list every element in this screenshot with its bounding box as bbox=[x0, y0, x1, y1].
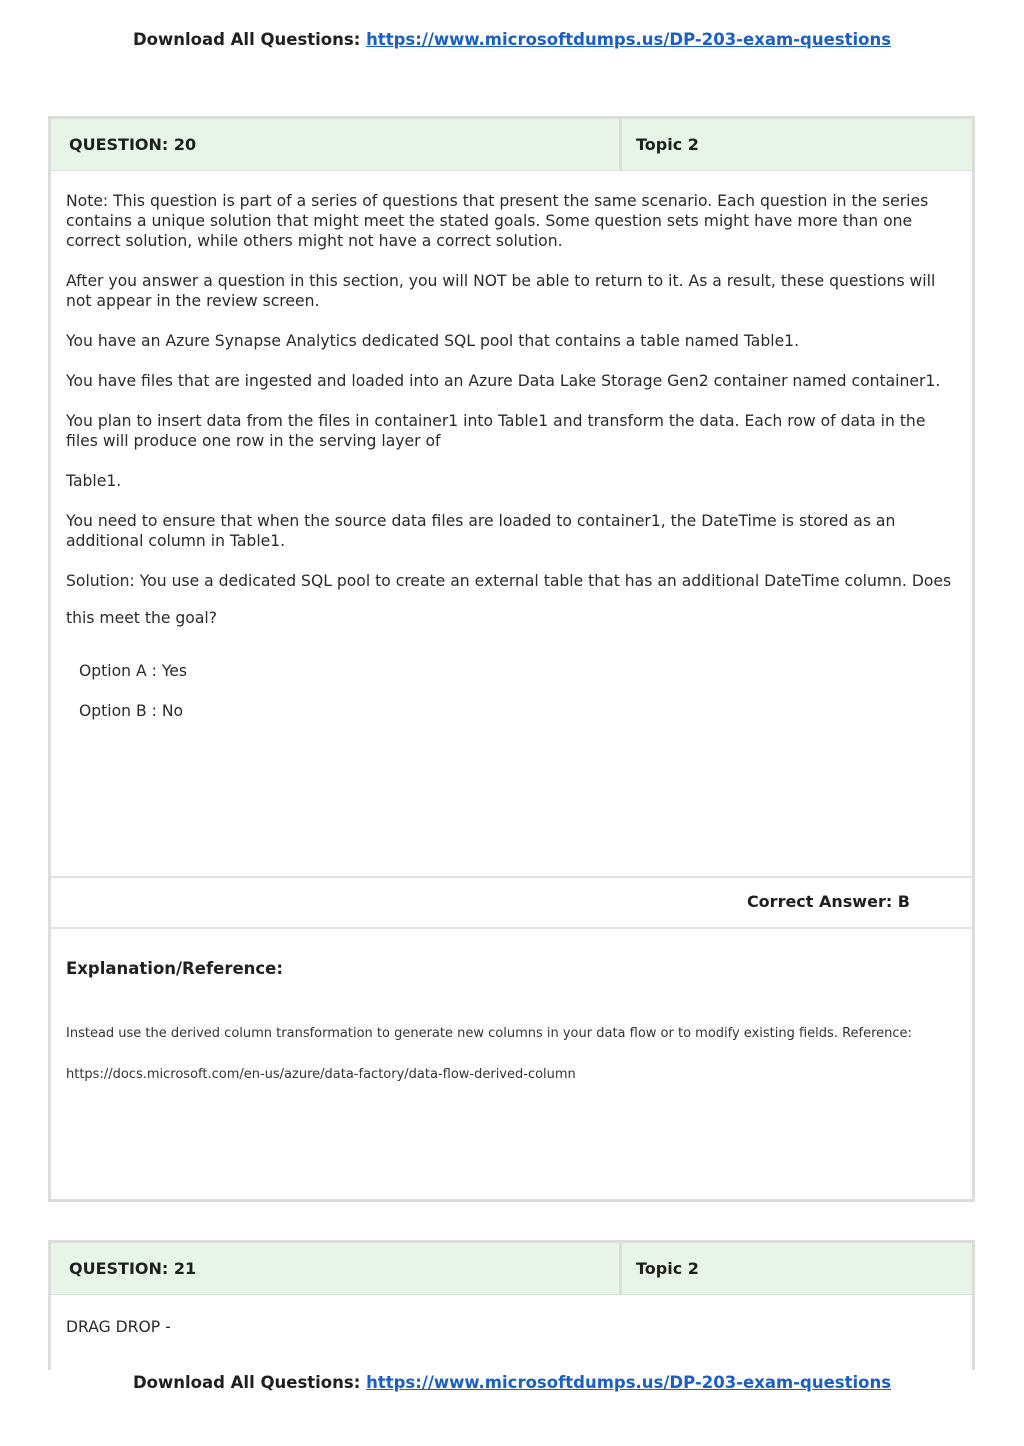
question-paragraph: You have an Azure Synapse Analytics dedicated SQL pool that contains a table named Table1. bbox=[66, 332, 800, 350]
question-paragraph: You have files that are ingested and loaded into an Azure Data Lake Storage Gen2 container named container1. bbox=[66, 372, 941, 390]
question-card-20 bbox=[48, 116, 975, 1202]
option-a[interactable]: Option A : Yes bbox=[79, 662, 188, 680]
question-paragraph: You need to ensure that when the source data files are loaded to container1, the DateTime is stored as an additional column in Table1. bbox=[66, 512, 896, 550]
question-paragraph: Solution: You use a dedicated SQL pool to create an external table that has an additional DateTime column. Does this meet the goal? bbox=[66, 572, 952, 627]
question-paragraph: DRAG DROP - bbox=[66, 1318, 171, 1336]
explanation-section bbox=[51, 929, 972, 1085]
question-header bbox=[51, 119, 972, 171]
download-label: Download All Questions: bbox=[132, 1373, 361, 1392]
question-paragraph: Table1. bbox=[66, 472, 122, 490]
question-number: QUESTION: 21 bbox=[51, 1243, 622, 1294]
question-card-21 bbox=[48, 1240, 975, 1370]
correct-answer: Correct Answer: B bbox=[51, 878, 972, 929]
question-number: QUESTION: 20 bbox=[51, 119, 622, 170]
question-header bbox=[51, 1243, 972, 1295]
question-paragraph: Note: This question is part of a series of questions that present the same scenario. Each question in the series contains a unique solution that might meet the stated goals. Some question sets might have more than one correct solution, while others might not have a correct solution. bbox=[66, 192, 929, 250]
question-paragraph: You plan to insert data from the files in container1 into Table1 and transform the data. Each row of data in the files will produce one row in the serving layer of bbox=[66, 412, 926, 450]
question-topic: Topic 2 bbox=[636, 1259, 699, 1278]
download-banner-top bbox=[0, 30, 1024, 49]
question-body bbox=[51, 1295, 972, 1337]
question-topic: Topic 2 bbox=[636, 135, 699, 154]
question-body bbox=[51, 171, 972, 878]
reference-url: https://docs.microsoft.com/en-us/azure/data-factory/data-flow-derived-column bbox=[66, 1067, 576, 1082]
download-link[interactable]: https://www.microsoftdumps.us/DP-203-exam-questions bbox=[366, 1373, 892, 1392]
explanation-title: Explanation/Reference: bbox=[66, 959, 283, 978]
explanation-text: Instead use the derived column transformation to generate new columns in your data flow or to modify existing fields. Reference: bbox=[66, 1026, 912, 1041]
question-paragraph: After you answer a question in this section, you will NOT be able to return to it. As a result, these questions will not appear in the review screen. bbox=[66, 272, 936, 310]
options-list bbox=[66, 661, 954, 721]
download-link[interactable]: https://www.microsoftdumps.us/DP-203-exam-questions bbox=[366, 30, 892, 49]
download-label: Download All Questions: bbox=[132, 30, 361, 49]
option-b[interactable]: Option B : No bbox=[79, 702, 184, 720]
download-banner-bottom bbox=[0, 1373, 1024, 1392]
